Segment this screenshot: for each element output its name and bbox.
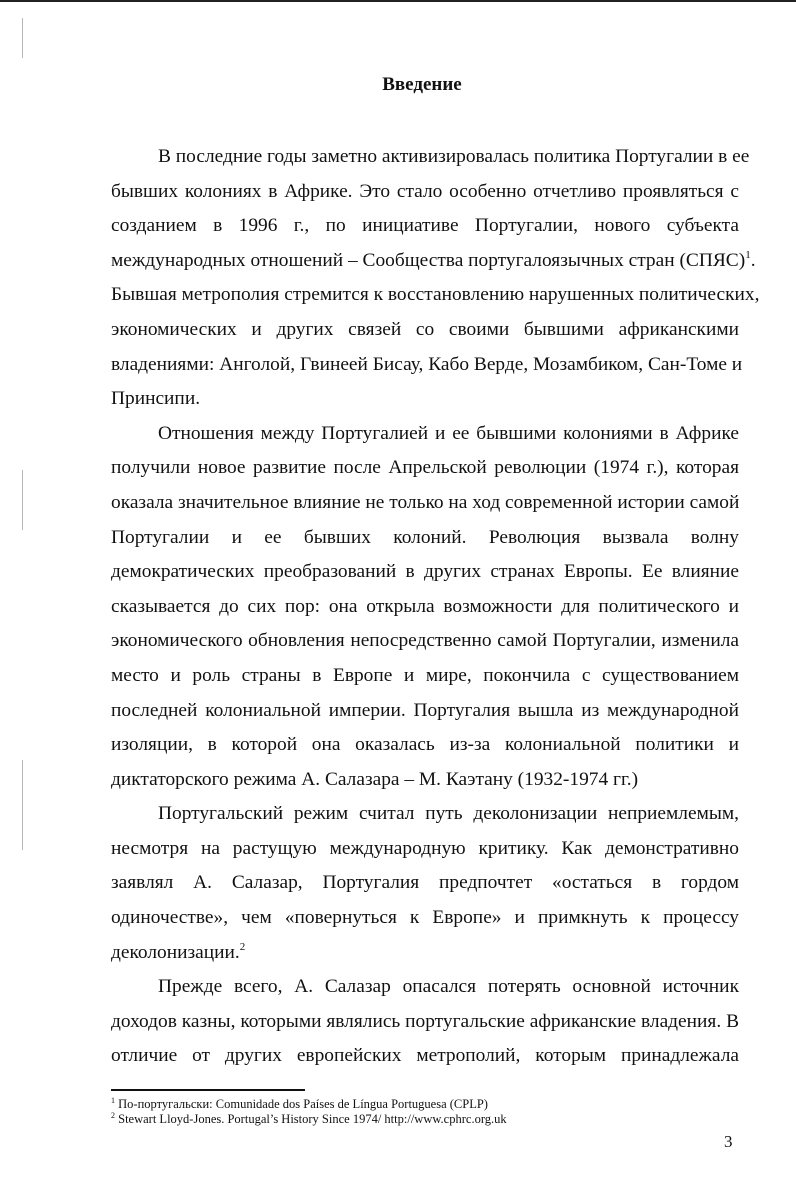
scan-artifact (22, 18, 23, 58)
text-line: Принсипи. (111, 388, 201, 410)
text-segment: . (750, 249, 756, 271)
text-line: отличие от других европейских метрополий, которым принадлежала (111, 1045, 739, 1067)
text-line: оказала значительное влияние не только на ход современной истории самой (111, 491, 740, 513)
page-title: Введение (382, 74, 462, 95)
footnote-ref-1: 1 (745, 248, 751, 261)
footnote-mark: 1 (111, 1096, 115, 1105)
text-line: Португалии и ее бывших колоний. Революция вызвала волну (111, 526, 739, 548)
text-line: изоляции, в которой она оказалась из-за колониальной политики и (111, 734, 739, 756)
text-line: одиночестве», чем «повернуться к Европе» и примкнуть к процессу (111, 907, 739, 929)
footnote-separator (111, 1089, 305, 1091)
text-line: Португальский режим считал путь деколонизации неприемлемым, (158, 803, 739, 825)
paragraph-3 (111, 797, 739, 970)
footnote-text: По-португальски: Comunidade dos Países de Língua Portuguesa (CPLP) (118, 1097, 488, 1111)
paragraph-4 (111, 970, 739, 1074)
top-border-line (0, 0, 796, 2)
footnote-2 (111, 1112, 731, 1127)
text-line: место и роль страны в Европе и мире, покончила с существованием (111, 664, 739, 686)
text-line: демократических преобразований в других странах Европы. Ее влияние (111, 561, 739, 583)
text-line: экономических и других связей со своими бывшими африканскими (111, 318, 739, 340)
text-line-with-footnote (111, 244, 756, 279)
text-line: заявлял А. Салазар, Португалия предпочтет «остаться в гордом (111, 872, 739, 894)
footnote-ref-2: 2 (239, 940, 246, 953)
paragraph-1 (111, 140, 760, 417)
text-line: получили новое развитие после Апрельской революции (1974 г.), которая (111, 457, 739, 479)
text-line: созданием в 1996 г., по инициативе Португалии, нового субъекта (111, 215, 739, 237)
text-line: несмотря на растущую международную критику. Как демонстративно (111, 837, 739, 859)
text-line: диктаторского режима А. Салазара – М. Каэтану (1932-1974 гг.) (111, 768, 639, 790)
footnote-1 (111, 1097, 731, 1112)
footnote-mark: 2 (111, 1111, 115, 1120)
text-line: бывших колониях в Африке. Это стало особенно отчетливо проявляться с (111, 180, 739, 202)
text-line: экономического обновления непосредственно самой Португалии, изменила (111, 630, 739, 652)
text-line: владениями: Анголой, Гвинеей Бисау, Кабо Верде, Мозамбиком, Сан-Томе и (111, 353, 743, 375)
text-line-with-footnote (111, 936, 739, 971)
text-line: доходов казны, которыми являлись португальские африканские владения. В (111, 1010, 739, 1032)
text-line: Прежде всего, А. Салазар опасался потерять основной источник (158, 976, 739, 998)
text-segment: международных отношений – Сообщества португалоязычных стран (СПЯС) (111, 249, 746, 271)
scan-artifact (22, 470, 23, 530)
text-segment: деколонизации. (111, 941, 240, 963)
text-line: В последние годы заметно активизировалась политика Португалии в ее (158, 146, 750, 167)
text-line: последней колониальной империи. Португалия вышла из международной (111, 699, 739, 721)
body-text (111, 140, 760, 1074)
paragraph-2 (111, 417, 739, 798)
scan-artifact (22, 760, 23, 850)
page-number: 3 (724, 1132, 733, 1151)
footnote-text: Stewart Lloyd-Jones. Portugal’s History Since 1974/ http://www.cphrc.org.uk (118, 1112, 507, 1126)
text-line: Отношения между Португалией и ее бывшими колониями в Африке (158, 422, 739, 444)
text-line: Бывшая метрополия стремится к восстановлению нарушенных политических, (111, 284, 760, 306)
footnotes (111, 1097, 731, 1127)
text-line: сказывается до сих пор: она открыла возможности для политического и (111, 595, 739, 617)
